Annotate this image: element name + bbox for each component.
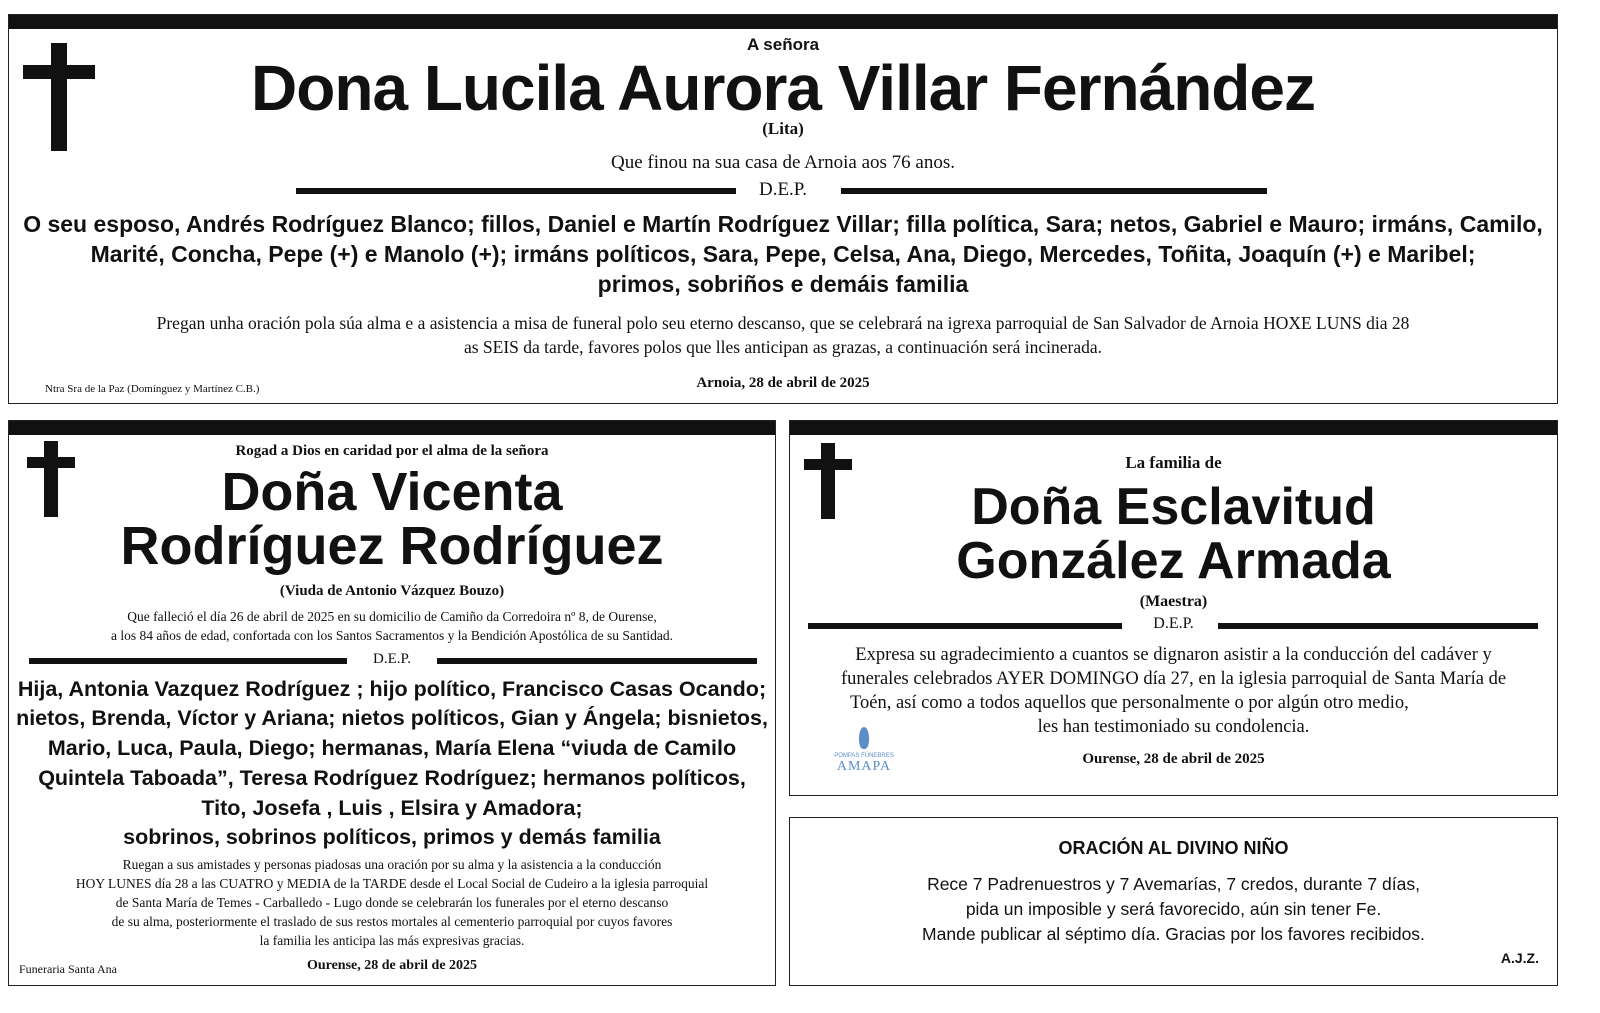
deceased-name: Dona Lucila Aurora Villar Fernández xyxy=(251,52,1315,124)
deceased-name-line-2: Rodríguez Rodríguez xyxy=(120,516,664,576)
prayer-line-3: de Santa María de Temes - Carballedo - Lugo donde se celebrarán los funerales por el eterno descanso xyxy=(115,895,669,910)
family-line-3: primos, sobriños e demáis familia xyxy=(597,271,969,297)
prayer-line-2: as SEIS da tarde, favores polos que lles anticipan as grazas, a continuación será incinerada. xyxy=(463,337,1103,357)
funeral-home: Ntra Sra de la Paz (Domínguez y Martínez C.B.) xyxy=(45,383,260,395)
place-date: Ourense, 28 de abril de 2025 xyxy=(1082,751,1265,767)
death-line-1: Que falleció el día 26 de abril de 2025 en su domicilio de Camiño da Corredoira nº 8, de Ourense, xyxy=(127,609,657,624)
logo-small-text: POMPAS FÚNEBRES xyxy=(834,753,894,759)
intro-text: A señora xyxy=(746,35,820,54)
signature: A.J.Z. xyxy=(1500,950,1539,966)
family-line-1: Hija, Antonia Vazquez Rodríguez ; hijo político, Francisco Casas Ocando; xyxy=(17,677,767,701)
black-top-bar xyxy=(9,15,1557,29)
prayer-line-1: Rece 7 Padrenuestros y 7 Avemarías, 7 credos, durante 7 días, xyxy=(927,874,1420,894)
body-line-4: les han testimoniado su condolencia. xyxy=(1037,717,1310,737)
logo-name: AMAPA xyxy=(836,759,892,774)
nickname: (Lita) xyxy=(762,119,804,138)
family-line-2: Marité, Concha, Pepe (+) e Manolo (+); irmáns políticos, Sara, Pepe, Celsa, Ana, Diego, Mercedes, Toñita, Joaquín (+) e Maribel; xyxy=(90,241,1476,267)
death-line-2: a los 84 años de edad, confortada con los Santos Sacramentos y la Bendición Apostólica de su Santidad. xyxy=(110,628,673,643)
deceased-name-line-1: Doña Vicenta xyxy=(221,462,563,522)
intro-text: La familia de xyxy=(1125,453,1222,472)
divider-right xyxy=(437,658,757,664)
prayer-line-2: HOY LUNES día 28 a las CUATRO y MEDIA de la TARDE desde el Local Social de Cudeiro a la iglesia parroquial xyxy=(75,876,709,891)
body-line-3: Toén, así como a todos aquellos que personalmente o por algún otro medio, xyxy=(850,693,1409,713)
prayer-line-1: Ruegan a sus amistades y personas piadosas una oración por su alma y la asistencia a la conducción xyxy=(122,857,662,872)
family-line-2: nietos, Brenda, Víctor y Ariana; nietos políticos, Gian y Ángela; bisnietos, xyxy=(16,706,768,730)
obituary-vicenta xyxy=(8,420,776,986)
intro-text: Rogad a Dios en caridad por el alma de la señora xyxy=(235,443,549,459)
obituary-esclavitud xyxy=(789,420,1558,796)
prayer-line-2: pida un imposible y será favorecido, aún sin tener Fe. xyxy=(965,899,1382,919)
deceased-name-line-2: González Armada xyxy=(956,532,1391,590)
black-top-bar xyxy=(9,421,775,435)
family-line-6: sobrinos, sobrinos políticos, primos y demás familia xyxy=(123,825,661,849)
family-line-5: Tito, Josefa , Luis , Elsira y Amadora; xyxy=(201,796,583,820)
dep-label: D.E.P. xyxy=(1153,615,1194,632)
dep-label: D.E.P. xyxy=(758,179,808,200)
prayer-line-3: Mande publicar al séptimo día. Gracias por los favores recibidos. xyxy=(922,924,1425,944)
dep-label: D.E.P. xyxy=(373,651,411,667)
body-line-1: Expresa su agradecimiento a cuantos se dignaron asistir a la conducción del cadáver y xyxy=(855,645,1492,665)
obituary-lucila xyxy=(8,14,1558,404)
black-top-bar xyxy=(790,421,1557,435)
prayer-line-5: la familia les anticipa las más expresivas gracias. xyxy=(259,933,525,948)
prayer-notice xyxy=(789,817,1558,986)
deceased-name-line-1: Doña Esclavitud xyxy=(971,478,1376,536)
body-line-2: funerales celebrados AYER DOMINGO día 27, en la iglesia parroquial de Santa María de xyxy=(840,669,1507,689)
subtitle: (Viuda de Antonio Vázquez Bouzo) xyxy=(279,583,505,599)
place-date: Arnoia, 28 de abril de 2025 xyxy=(696,375,870,391)
flame-icon xyxy=(859,727,869,749)
divider-right xyxy=(841,188,1267,194)
family-line-3: Mario, Luca, Paula, Diego; hermanas, María Elena “viuda de Camilo xyxy=(47,736,737,760)
place-date: Ourense, 28 de abril de 2025 xyxy=(306,958,478,973)
subtitle: Que finou na sua casa de Arnoia aos 76 anos. xyxy=(610,152,955,173)
funeral-home: Funeraria Santa Ana xyxy=(19,962,117,976)
prayer-line-1: Pregan unha oración pola súa alma e a asistencia a misa de funeral polo seu eterno descanso, que se celebrará na igrexa parroquial de San Salvador de Arnoia HOXE LUNS dia 28 xyxy=(156,313,1410,333)
family-line-1: O seu esposo, Andrés Rodríguez Blanco; fillos, Daniel e Martín Rodríguez Villar; filla política, Sara; netos, Gabriel e Mauro; irmáns, Camilo, xyxy=(23,211,1543,237)
prayer-line-4: de su alma, posteriormente el traslado de sus restos mortales al cementerio parroquial por cuyos favores xyxy=(111,914,673,929)
prayer-title: ORACIÓN AL DIVINO NIÑO xyxy=(1058,838,1289,858)
divider-right xyxy=(1218,623,1538,629)
family-line-4: Quintela Taboada”, Teresa Rodríguez Rodríguez; hermanos políticos, xyxy=(38,766,746,790)
subtitle: (Maestra) xyxy=(1139,593,1208,610)
